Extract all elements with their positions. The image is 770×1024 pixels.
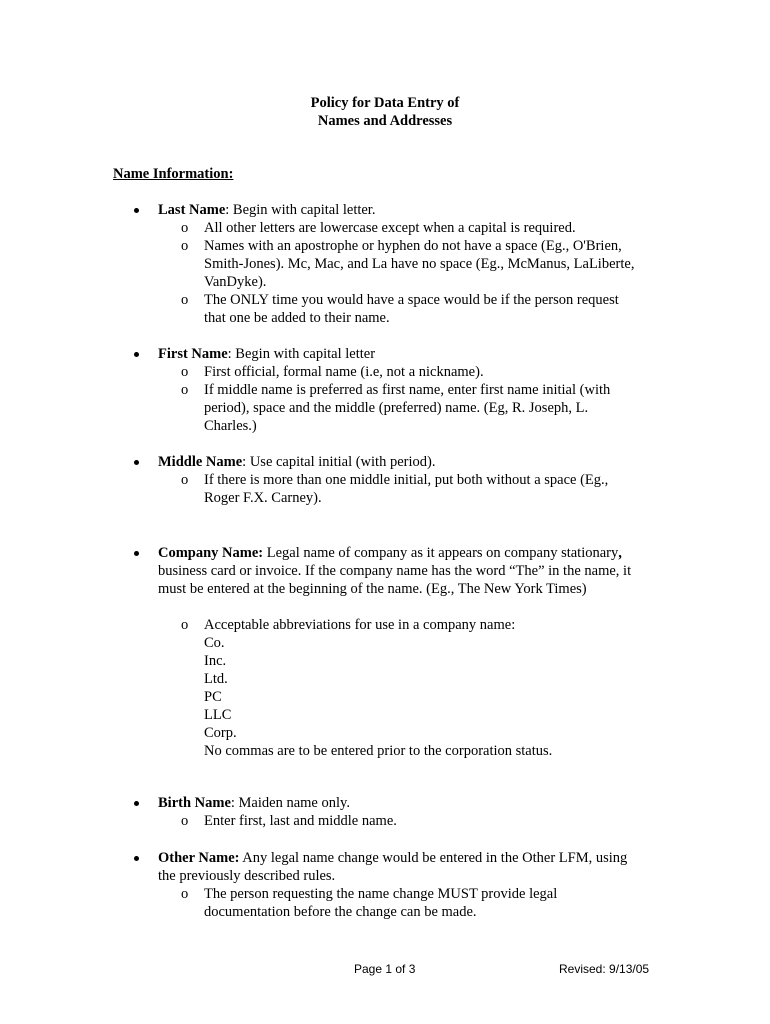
sub-bullet-icon <box>181 291 193 309</box>
middle-name-sub1-line2: Roger F.X. Carney). <box>204 490 322 506</box>
sub-bullet-icon <box>181 471 193 489</box>
company-name-label: Company Name: <box>158 545 264 561</box>
document-title-line2: Names and Addresses <box>317 113 453 129</box>
bullet-icon <box>133 544 143 562</box>
middle-name-label: Middle Name <box>158 454 243 470</box>
last-name-item <box>158 201 375 219</box>
sub-bullet-icon <box>181 616 193 634</box>
abbreviation-item: Co. <box>204 635 225 651</box>
sub-bullet-icon <box>181 363 193 381</box>
last-name-sub3-line1: The ONLY time you would have a space would be if the person request <box>204 292 619 308</box>
birth-name-sub1: Enter first, last and middle name. <box>204 813 397 829</box>
last-name-sub3-line2: that one be added to their name. <box>204 310 390 326</box>
document-title-line1: Policy for Data Entry of <box>310 95 460 111</box>
sub-bullet-icon <box>181 219 193 237</box>
sub-bullet-icon <box>181 812 193 830</box>
first-name-label: First Name <box>158 346 228 362</box>
other-name-item <box>158 849 627 867</box>
abbreviation-item: Inc. <box>204 653 227 669</box>
birth-name-text: : Maiden name only. <box>230 795 350 811</box>
company-name-sub1: Acceptable abbreviations for use in a company name: <box>204 617 516 633</box>
company-name-item <box>158 544 622 562</box>
abbreviation-item: Ltd. <box>204 671 228 687</box>
sub-bullet-icon <box>181 237 193 255</box>
first-name-sub2-line1: If middle name is preferred as first name, enter first name initial (with <box>204 382 611 398</box>
other-name-line2: the previously described rules. <box>158 868 336 884</box>
middle-name-text: : Use capital initial (with period). <box>242 454 436 470</box>
company-name-note: No commas are to be entered prior to the corporation status. <box>204 743 553 759</box>
last-name-sub1: All other letters are lowercase except when a capital is required. <box>204 220 576 236</box>
bullet-icon <box>133 849 143 867</box>
section-heading-name-information: Name Information: <box>113 166 234 182</box>
company-name-line2: business card or invoice. If the company name has the word “The” in the name, it <box>158 563 632 579</box>
birth-name-item <box>158 794 350 812</box>
other-name-label: Other Name: <box>158 850 240 866</box>
first-name-item <box>158 345 375 363</box>
first-name-sub1: First official, formal name (i.e, not a nickname). <box>204 364 484 380</box>
birth-name-label: Birth Name <box>158 795 231 811</box>
company-name-comma: , <box>618 545 622 561</box>
first-name-sub2-line3: Charles.) <box>204 418 257 434</box>
company-name-text: Legal name of company as it appears on company stationary <box>263 545 619 561</box>
last-name-text: : Begin with capital letter. <box>225 202 376 218</box>
first-name-sub2-line2: period), space and the middle (preferred) name. (Eg, R. Joseph, L. <box>204 400 589 416</box>
last-name-sub2-line1: Names with an apostrophe or hyphen do not have a space (Eg., O'Brien, <box>204 238 622 254</box>
other-name-sub1-line1: The person requesting the name change MUST provide legal <box>204 886 558 902</box>
company-name-line3: must be entered at the beginning of the name. (Eg., The New York Times) <box>158 581 587 597</box>
other-name-text: Any legal name change would be entered in the Other LFM, using <box>239 850 628 866</box>
abbreviation-item: PC <box>204 689 222 705</box>
sub-bullet-icon <box>181 381 193 399</box>
abbreviation-item: Corp. <box>204 725 237 741</box>
first-name-text: : Begin with capital letter <box>227 346 376 362</box>
footer-revised-date: Revised: 9/13/05 <box>559 962 650 976</box>
last-name-sub2-line3: VanDyke). <box>204 274 267 290</box>
sub-bullet-icon <box>181 885 193 903</box>
middle-name-sub1-line1: If there is more than one middle initial, put both without a space (Eg., <box>204 472 609 488</box>
bullet-icon <box>133 794 143 812</box>
abbreviation-item: LLC <box>204 707 232 723</box>
footer-page-number: Page 1 of 3 <box>354 962 416 976</box>
other-name-sub1-line2: documentation before the change can be made. <box>204 904 477 920</box>
last-name-sub2-line2: Smith-Jones). Mc, Mac, and La have no space (Eg., McManus, LaLiberte, <box>204 256 635 272</box>
bullet-icon <box>133 453 143 471</box>
middle-name-item <box>158 453 435 471</box>
bullet-icon <box>133 201 143 219</box>
bullet-icon <box>133 345 143 363</box>
last-name-label: Last Name <box>158 202 226 218</box>
